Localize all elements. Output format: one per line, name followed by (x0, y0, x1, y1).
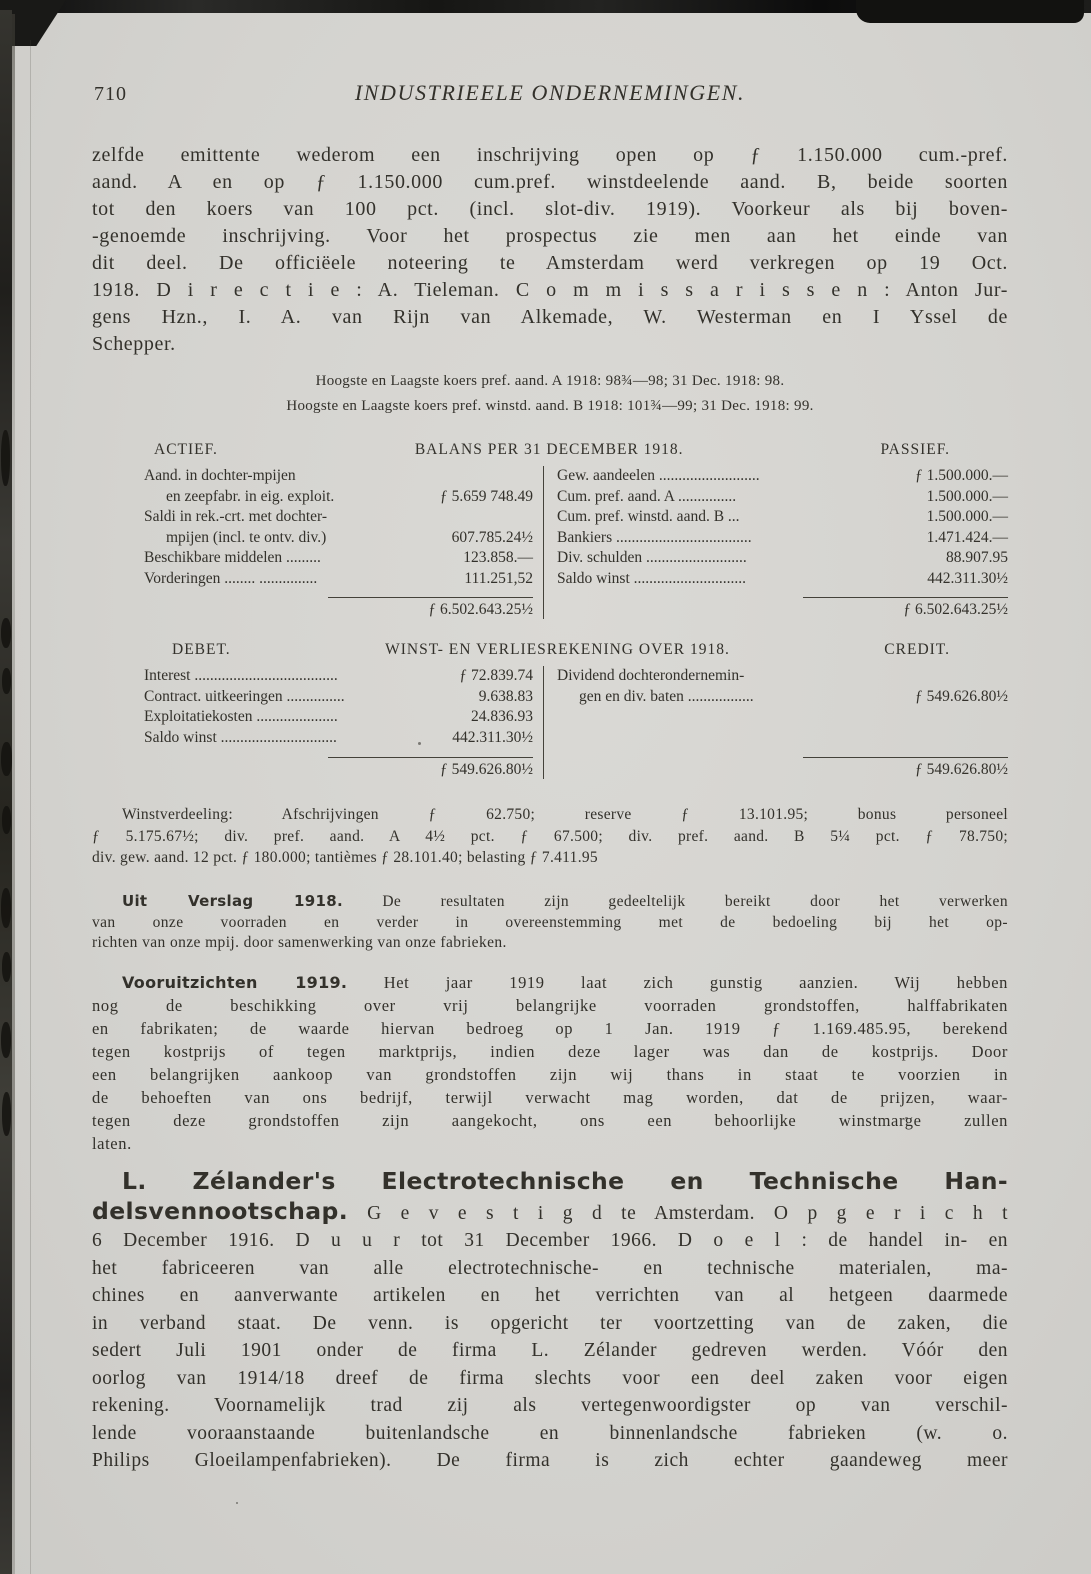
table-row (92, 528, 533, 549)
table-row (92, 548, 533, 569)
row-label: Dividend dochterondernemin- (557, 667, 745, 684)
text-line: Philips Gloeilampenfabrieken). De firma is zich echter gaandeweg meer (92, 1450, 1008, 1471)
text-line: het fabriceeren van alle electrotechnische- en technische materialen, ma- (92, 1257, 1008, 1279)
table-row (92, 507, 533, 528)
balance-sheet-header (92, 441, 1008, 459)
vooruitzichten-first-line: Het jaar 1919 laat zich gunstig aanzien. Wij hebben (383, 973, 1008, 992)
table-row (557, 548, 1008, 569)
debet-header: DEBET. (172, 641, 231, 658)
text-line (92, 891, 1008, 913)
table-row (557, 507, 1008, 528)
table-row (92, 687, 533, 708)
row-label: Gew. aandeelen .......................... (557, 467, 760, 484)
text-line: chines en aanverwante artikelen en het verrichten van al hetgeen daarmede (92, 1285, 1008, 1306)
row-label: Aand. in dochter-mpijen (144, 467, 296, 484)
passief-rows (557, 466, 1008, 590)
row-value: 9.638.83 (478, 687, 533, 705)
table-row (557, 466, 1008, 487)
text-line: zelfde emittente wederom een inschrijving open op ƒ 1.150.000 cum.-pref. (92, 144, 1008, 166)
total-rule (328, 597, 533, 598)
credit-total: ƒ 549.626.80½ (915, 761, 1008, 778)
table-row (92, 466, 533, 487)
row-label: Vorderingen ........ ............... (144, 569, 318, 587)
company-heading-line (92, 1168, 1008, 1198)
debet-column (92, 666, 544, 779)
row-label: Contract. uitkeeringen ............... (144, 687, 345, 705)
scan-smudge (2, 1092, 11, 1136)
scan-speck (236, 1502, 238, 1504)
passief-header: PASSIEF. (880, 441, 950, 458)
profit-loss-statement (92, 641, 1008, 779)
debet-total: ƒ 549.626.80½ (440, 761, 533, 778)
verslag-first-line: De resultaten zijn gedeeltelijk bereikt door het verwerken (382, 893, 1008, 910)
row-value: ƒ 1.500.000.— (915, 467, 1008, 484)
balance-columns (92, 466, 1008, 619)
table-row (557, 528, 1008, 549)
profit-distribution-paragraph (92, 804, 1008, 869)
row-value: ƒ 72.839.74 (459, 667, 533, 684)
text-line (92, 971, 1008, 994)
row-value: ƒ 5.659 748.49 (440, 487, 533, 505)
company-intro-text: G e v e s t i g d te Amsterdam. O p g e r i c h t (367, 1202, 1008, 1224)
credit-header: CREDIT. (884, 641, 950, 658)
table-row (92, 707, 533, 728)
text-line: laten. (92, 1134, 132, 1153)
company-name-part1: L. Zélander's Electrotechnische en Technische Han- (122, 1167, 1008, 1195)
actief-header: ACTIEF. (154, 441, 218, 458)
scan-shadow-topright (856, 0, 1084, 23)
scan-smudge (1, 742, 12, 776)
text-line: tegen kostprijs of tegen marktprijs, indien deze lager was dan de kostprijs. Door (92, 1042, 1008, 1061)
row-label: Saldi in rek.-crt. met dochter- (144, 508, 328, 525)
company-body (92, 1227, 1008, 1475)
pnl-columns (92, 666, 1008, 779)
passief-total: ƒ 6.502.643.25½ (903, 601, 1008, 618)
pnl-title: WINST- EN VERLIESREKENING OVER 1918. (385, 641, 730, 658)
outlook-1919-paragraph (92, 971, 1008, 1155)
credit-rows (557, 666, 1008, 750)
text-line: Schepper. (92, 333, 176, 355)
scan-smudge (1, 430, 10, 486)
table-row (92, 487, 533, 508)
page-number: 710 (94, 83, 127, 105)
scan-smudge (2, 806, 11, 834)
scan-smudge (2, 668, 11, 694)
text-line: van onze voorraden en verder in overeenstemming met de bedoeling bij het op- (92, 913, 1008, 931)
balance-sheet (92, 441, 1008, 619)
debet-rows (92, 666, 533, 750)
row-value: 24.836.93 (471, 708, 533, 725)
row-label: Exploitatiekosten ..................... (144, 708, 338, 725)
company-name-part2: delsvennootschap. (92, 1196, 349, 1225)
row-label: Div. schulden .......................... (557, 549, 747, 566)
total-rule (803, 597, 1008, 598)
row-label: Interest ..................................... (144, 667, 338, 684)
text-line: Winstverdeeling: Afschrijvingen ƒ 62.750; reserve ƒ 13.101.95; bonus personeel (122, 806, 1008, 823)
row-label: Saldo winst .............................. (144, 728, 337, 746)
text-line: dit deel. De officiëele noteering te Amsterdam werd verkregen op 19 Oct. (92, 252, 1008, 274)
table-row (557, 569, 1008, 590)
page-header (92, 80, 1008, 112)
text-line: div. gew. aand. 12 pct. ƒ 180.000; tantièmes ƒ 28.101.40; belasting ƒ 7.411.95 (92, 849, 598, 866)
row-label: Cum. pref. aand. A ............... (557, 487, 737, 505)
row-label: mpijen (incl. te ontv. div.) (166, 528, 327, 546)
table-row (92, 728, 533, 749)
scan-binding-edge (0, 10, 12, 1574)
row-value: 1.500.000.— (926, 508, 1008, 525)
verslag-body (92, 913, 1008, 954)
table-row (92, 569, 533, 590)
actief-total: ƒ 6.502.643.25½ (428, 601, 533, 618)
text-line: rekening. Voornamelijk trad zij als vertegenwoordigster op van verschil- (92, 1395, 1008, 1416)
text-line: -genoemde inschrijving. Voor het prospectus zie men aan het einde van (92, 225, 1008, 247)
table-row (557, 687, 1008, 708)
actief-column (92, 466, 544, 619)
text-line: sedert Juli 1901 onder de firma L. Zélander gedreven werden. Vóór den (92, 1340, 1008, 1361)
table-row (557, 487, 1008, 508)
text-line: gens Hzn., I. A. van Rijn van Alkemade, W. Westerman en I Yssel de (92, 306, 1008, 328)
verslag-lead: Uit Verslag 1918. (122, 892, 343, 910)
table-row (557, 666, 1008, 687)
row-value: 607.785.24½ (451, 528, 533, 546)
scan-smudge (1, 618, 11, 648)
text-line: een belangrijken aankoop van grondstoffen zijn wij thans in staat te voorzien in (92, 1065, 1008, 1084)
row-value: 123.858.— (463, 549, 533, 566)
text-line: richten van onze mpij. door samenwerking van onze fabrieken. (92, 934, 507, 951)
text-line: nog de beschikking over vrij belangrijke voorraden grondstoffen, halffabrikaten (92, 996, 1008, 1015)
balance-title: BALANS PER 31 DECEMBER 1918. (414, 441, 684, 458)
text-line: 1918. D i r e c t i e : A. Tieleman. C o m m i s s a r i s s e n : Anton Jur- (92, 279, 1008, 301)
scan-fold-line (30, 40, 31, 1574)
row-value: 442.311.30½ (927, 569, 1008, 587)
row-label: gen en div. baten ................. (579, 687, 754, 705)
row-value: 1.500.000.— (926, 487, 1008, 505)
text-line: Hoogste en Laagste koers pref. winstd. aand. B 1918: 101¾—99; 31 Dec. 1918: 99. (286, 398, 814, 414)
text-line: en fabrikaten; de waarde hiervan bedroeg op 1 Jan. 1919 ƒ 1.169.485.95, berekend (92, 1019, 1008, 1038)
scan-smudge (2, 952, 11, 982)
text-line: in verband staat. De venn. is opgericht ter voortzetting van de zaken, die (92, 1312, 1008, 1334)
row-label: Beschikbare middelen ......... (144, 549, 321, 566)
pnl-header (92, 641, 1008, 659)
credit-column (544, 666, 1008, 779)
row-value: 88.907.95 (946, 549, 1008, 566)
annual-report-1918-paragraph (92, 891, 1008, 954)
vooruitzichten-body (92, 994, 1008, 1155)
row-value: 111.251,52 (464, 569, 533, 587)
scan-binding-edge-highlight (12, 14, 15, 1574)
row-label: Bankiers ................................... (557, 528, 752, 546)
price-range-lines (92, 369, 1008, 419)
row-value: 1.471.424.— (926, 528, 1008, 546)
table-row (92, 666, 533, 687)
scan-smudge (1, 1022, 11, 1058)
row-value: 442.311.30½ (452, 728, 533, 746)
total-rule (328, 757, 533, 758)
scan-smudge (1, 888, 11, 928)
total-rule (803, 757, 1008, 758)
text-line: de behoeften van ons bedrijf, terwijl verwacht mag worden, dat de prijzen, waar- (92, 1088, 1008, 1107)
row-label: en zeepfabr. in eig. exploit. (166, 487, 335, 505)
text-line: tot den koers van 100 pct. (incl. slot-div. 1919). Voorkeur als bij boven- (92, 198, 1008, 220)
text-line: Hoogste en Laagste koers pref. aand. A 1918: 98¾—98; 31 Dec. 1918: 98. (315, 373, 785, 389)
actief-rows (92, 466, 533, 590)
text-line: ƒ 5.175.67½; div. pref. aand. A 4½ pct. ƒ 67.500; div. pref. aand. B 5¼ pct. ƒ 78.750; (92, 827, 1008, 845)
row-value: ƒ 549.626.80½ (915, 687, 1008, 705)
company-heading-line (92, 1198, 1008, 1228)
vooruitzichten-lead: Vooruitzichten 1919. (122, 973, 348, 992)
text-line: 6 December 1916. D u u r tot 31 December 1966. D o e l : de handel in- en (92, 1230, 1008, 1251)
running-title: INDUSTRIEELE ONDERNEMINGEN. (354, 80, 746, 105)
text-line: oorlog van 1914/18 dreef de firma slechts voor een deel zaken voor eigen (92, 1367, 1008, 1389)
row-label: Saldo winst ............................. (557, 569, 747, 587)
zelander-company-section (92, 1168, 1008, 1475)
text-line: lende vooraanstaande buitenlandsche en binnenlandsche fabrieken (w. o. (92, 1422, 1008, 1444)
text-line: aand. A en op ƒ 1.150.000 cum.pref. winstdeelende aand. B, beide soorten (92, 171, 1008, 193)
text-line: tegen deze grondstoffen zijn aangekocht, ons een behoorlijke winstmarge zullen (92, 1111, 1008, 1130)
intro-paragraph (92, 142, 1008, 358)
passief-column (544, 466, 1008, 619)
row-label: Cum. pref. winstd. aand. B ... (557, 508, 740, 525)
